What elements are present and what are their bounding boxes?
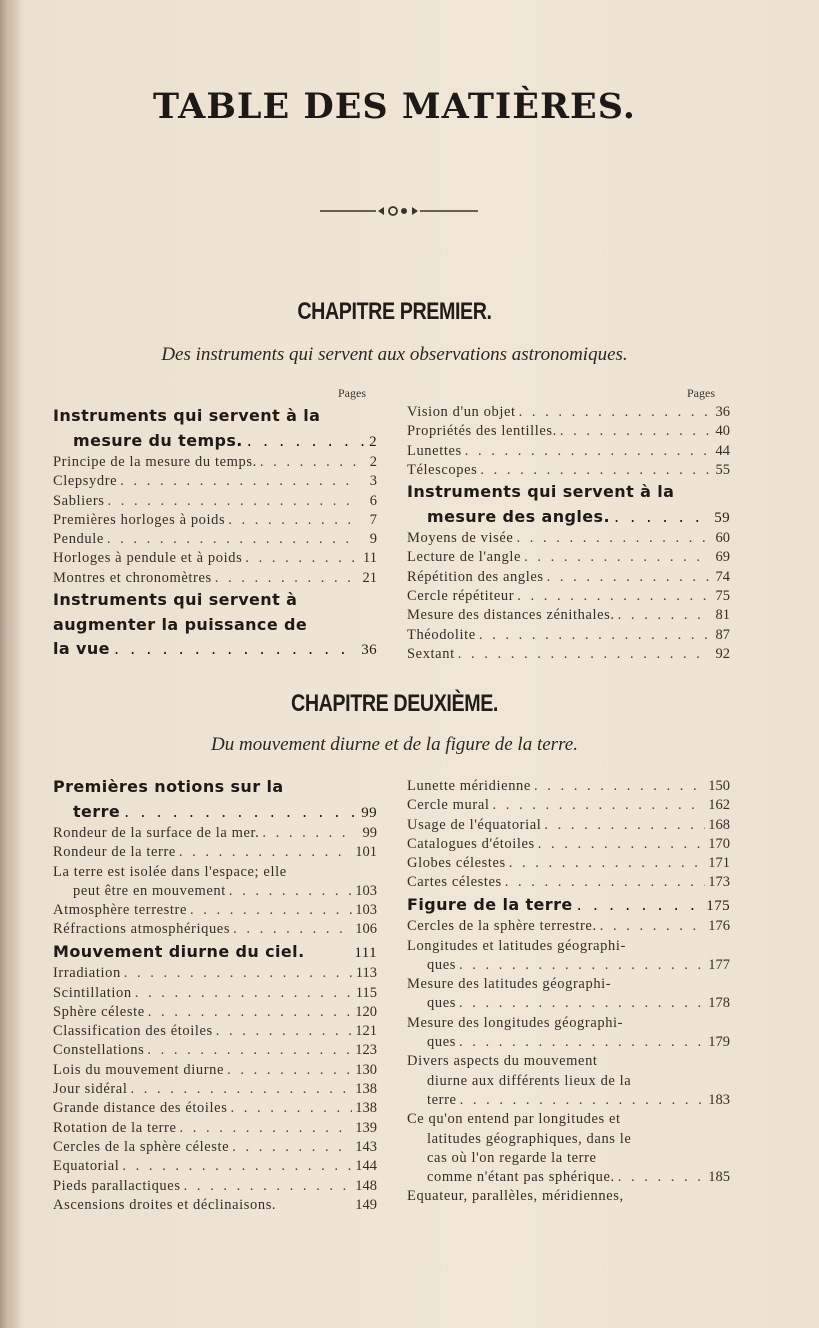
toc-entry-title: Jour sidéral xyxy=(53,1081,128,1098)
dot-leader xyxy=(190,901,352,920)
toc-entry-title: Irradiation xyxy=(53,965,121,982)
dot-leader xyxy=(517,587,709,606)
toc-entry xyxy=(407,529,730,548)
dot-leader xyxy=(509,854,705,873)
toc-entry-title: Instruments qui servent à xyxy=(53,590,298,610)
toc-section-heading xyxy=(53,637,377,662)
toc-entry-title: Sphère céleste xyxy=(53,1003,145,1020)
toc-entry-title: Montres et chronomètres xyxy=(53,569,212,586)
toc-page-number: 69 xyxy=(715,549,730,566)
toc-page-number: 150 xyxy=(708,778,730,794)
chapter-heading: CHAPITRE PREMIER. xyxy=(297,298,492,325)
toc-page-number: 103 xyxy=(355,902,377,919)
toc-entry xyxy=(53,1177,377,1196)
toc-section-heading xyxy=(407,505,730,530)
toc-page-number: 162 xyxy=(708,797,730,814)
toc-entry xyxy=(407,645,730,664)
toc-entry-title: Mesure des distances zénithales. xyxy=(407,607,615,624)
toc-entry xyxy=(407,568,730,587)
toc-entry-title: la vue xyxy=(53,639,110,659)
toc-entry-title: Instruments qui servent à la xyxy=(407,482,675,502)
toc-entry xyxy=(53,472,377,491)
toc-page-number: 173 xyxy=(708,874,730,891)
toc-page-number: 75 xyxy=(715,588,730,605)
toc-page-number: 2 xyxy=(369,454,377,470)
toc-entry-title: Pieds parallactiques xyxy=(53,1177,181,1194)
dot-leader xyxy=(184,1177,353,1196)
page-gutter xyxy=(0,0,22,1328)
dot-leader xyxy=(232,1138,352,1157)
toc-page-number: 36 xyxy=(715,404,730,420)
toc-entry-title: Vision d'un objet xyxy=(407,404,516,420)
toc-entry-title: Cercle répétiteur xyxy=(407,588,515,605)
toc-page-number: 74 xyxy=(715,568,730,585)
toc-entry xyxy=(53,511,377,530)
toc-entry xyxy=(53,1099,377,1118)
toc-entry-title: Mouvement diurne du ciel. xyxy=(53,941,305,961)
toc-page-number: 55 xyxy=(715,461,730,478)
dot-leader xyxy=(534,777,705,796)
toc-entry xyxy=(407,975,730,994)
toc-entry-title: Ce qu'on entend par longitudes et xyxy=(407,1111,621,1128)
toc-entry-title: Répétition des angles xyxy=(407,568,544,585)
toc-entry-title: Instruments qui servent à la xyxy=(53,406,321,425)
dot-leader xyxy=(524,548,709,567)
toc-entry xyxy=(407,1014,730,1033)
dot-leader xyxy=(459,956,705,975)
toc-entry-title: Premières notions sur la xyxy=(53,777,284,796)
toc-section-heading xyxy=(53,429,377,454)
toc-entry xyxy=(53,1022,377,1041)
toc-entry-title: Télescopes xyxy=(407,461,478,478)
chapter-subtitle: Du mouvement diurne et de la figure de la terre. xyxy=(211,734,578,755)
toc-entry-title: terre xyxy=(427,1091,457,1108)
toc-section-heading xyxy=(53,775,377,800)
dot-leader xyxy=(180,1119,353,1138)
toc-entry-title: Equatorial xyxy=(53,1158,120,1175)
toc-entry-title: Théodolite xyxy=(407,626,476,643)
dot-leader xyxy=(245,549,356,568)
dot-leader xyxy=(577,893,703,918)
dot-leader xyxy=(124,800,357,825)
toc-entry xyxy=(53,984,377,1003)
toc-entry xyxy=(407,548,730,567)
dot-leader xyxy=(547,568,709,587)
toc-entry xyxy=(407,956,730,975)
dot-leader xyxy=(122,1157,352,1176)
toc-column-right xyxy=(407,777,730,1207)
toc-entry-title: Pendule xyxy=(53,531,104,548)
toc-entry xyxy=(407,1168,730,1187)
toc-page-number: 148 xyxy=(355,1177,377,1194)
toc-entry xyxy=(53,1119,377,1138)
dot-leader xyxy=(229,882,352,901)
toc-page-number: 130 xyxy=(355,1061,377,1078)
toc-page-number: 40 xyxy=(715,423,730,440)
divider-ornament-icon xyxy=(320,204,478,218)
toc-entry xyxy=(407,1149,730,1168)
toc-page-number: 99 xyxy=(362,825,377,841)
toc-entry xyxy=(407,816,730,835)
toc-entry xyxy=(53,1061,377,1080)
toc-entry-title: Sabliers xyxy=(53,492,105,509)
toc-entry xyxy=(407,461,730,480)
toc-page-number: 183 xyxy=(708,1091,730,1108)
toc-entry-title: peut être en mouvement xyxy=(73,882,226,899)
toc-page-number: 7 xyxy=(369,511,377,528)
toc-entry-title: Globes célestes xyxy=(407,855,506,872)
toc-page-number: 36 xyxy=(361,642,377,659)
dot-leader xyxy=(480,461,709,480)
toc-column-left xyxy=(53,404,377,662)
dot-leader xyxy=(460,1091,706,1110)
dot-leader xyxy=(614,505,710,530)
toc-entry xyxy=(407,777,730,796)
toc-page-number: 123 xyxy=(355,1042,377,1059)
toc-entry xyxy=(407,587,730,606)
toc-section-heading xyxy=(407,893,730,918)
toc-entry-title: Constellations xyxy=(53,1042,145,1059)
toc-column-left xyxy=(53,775,377,1215)
toc-entry xyxy=(53,964,377,983)
toc-section-heading xyxy=(53,588,377,613)
toc-entry-title: Propriétés des lentilles. xyxy=(407,423,557,440)
toc-entry xyxy=(53,882,377,901)
toc-entry-title: augmenter la puissance de xyxy=(53,614,308,634)
toc-page-number: 2 xyxy=(369,433,377,450)
toc-page-number: 179 xyxy=(708,1034,730,1051)
toc-page-number: 60 xyxy=(715,530,730,547)
toc-section-heading xyxy=(53,800,377,825)
toc-entry-title: Rondeur de la surface de la mer. xyxy=(53,825,260,841)
toc-entry-title: Catalogues d'étoiles xyxy=(407,835,535,852)
toc-entry-title: diurne aux différents lieux de la xyxy=(427,1072,632,1089)
toc-column-right xyxy=(407,403,730,664)
toc-page-number: 6 xyxy=(369,492,377,509)
toc-page-number: 21 xyxy=(362,569,377,586)
toc-entry xyxy=(53,901,377,920)
toc-entry xyxy=(407,606,730,625)
dot-leader xyxy=(260,453,356,472)
toc-entry xyxy=(407,1052,730,1071)
toc-entry-title: La terre est isolée dans l'espace; elle xyxy=(53,863,287,880)
dot-leader xyxy=(228,511,356,530)
dot-leader xyxy=(233,920,352,939)
dot-leader xyxy=(215,569,356,588)
toc-page-number: 176 xyxy=(708,918,730,935)
toc-entry-title: Divers aspects du mouvement xyxy=(407,1053,598,1070)
toc-page-number: 138 xyxy=(355,1100,377,1117)
toc-section-heading xyxy=(407,480,730,505)
toc-section-heading xyxy=(53,940,377,965)
toc-page-number: 178 xyxy=(708,995,730,1012)
toc-page-number: 170 xyxy=(708,835,730,852)
toc-entry xyxy=(53,843,377,862)
toc-entry xyxy=(53,453,377,472)
toc-entry xyxy=(53,549,377,568)
toc-entry-title: ques xyxy=(427,995,456,1012)
toc-page-number: 3 xyxy=(369,473,377,490)
toc-page-number: 139 xyxy=(355,1119,377,1136)
toc-entry-title: Cercles de la sphère céleste xyxy=(53,1138,230,1155)
toc-entry xyxy=(407,1072,730,1091)
toc-entry xyxy=(407,1110,730,1129)
toc-entry-title: Rondeur de la terre xyxy=(53,844,176,861)
toc-entry-title: Usage de l'équatorial xyxy=(407,816,542,833)
dot-leader xyxy=(560,422,709,441)
toc-entry xyxy=(53,569,377,588)
toc-entry xyxy=(53,1003,377,1022)
toc-entry-title: ques xyxy=(427,956,456,973)
toc-entry xyxy=(53,1196,377,1215)
chapter-heading: CHAPITRE DEUXIÈME. xyxy=(291,690,498,717)
toc-page-number: 11 xyxy=(363,550,377,567)
toc-entry xyxy=(407,1033,730,1052)
dot-leader xyxy=(459,994,705,1013)
toc-entry-title: mesure des angles. xyxy=(427,506,610,526)
toc-page-number: 111 xyxy=(354,944,377,961)
toc-entry xyxy=(53,492,377,511)
toc-entry-title: Lunette méridienne xyxy=(407,778,531,794)
dot-leader xyxy=(544,816,705,835)
toc-entry-title: Cercle mural xyxy=(407,797,490,814)
dot-leader xyxy=(247,429,365,454)
toc-entry-title: Clepsydre xyxy=(53,473,118,490)
toc-page-number: 103 xyxy=(355,882,377,899)
toc-entry-title: cas où l'on regarde la terre xyxy=(427,1149,597,1166)
toc-entry-title: Figure de la terre xyxy=(407,894,573,914)
toc-entry xyxy=(407,1130,730,1149)
pages-label: Pages xyxy=(338,386,366,400)
toc-page-number: 144 xyxy=(355,1158,377,1175)
toc-page-number: 113 xyxy=(355,965,377,982)
dot-leader xyxy=(600,917,706,936)
toc-entry xyxy=(53,1080,377,1099)
toc-entry xyxy=(407,626,730,645)
dot-leader xyxy=(179,843,352,862)
pages-label: Pages xyxy=(687,386,715,400)
toc-entry xyxy=(407,1187,730,1206)
dot-leader xyxy=(516,529,709,548)
toc-entry-title: Moyens de visée xyxy=(407,530,514,547)
toc-entry xyxy=(53,530,377,549)
toc-entry-title: Rotation de la terre xyxy=(53,1119,177,1136)
toc-entry xyxy=(407,442,730,461)
dot-leader xyxy=(135,984,353,1003)
dot-leader xyxy=(618,606,709,625)
toc-entry-title: Réfractions atmosphériques xyxy=(53,921,231,938)
toc-entry xyxy=(53,920,377,939)
dot-leader xyxy=(479,626,709,645)
toc-entry xyxy=(407,1091,730,1110)
dot-leader xyxy=(107,530,356,549)
toc-entry xyxy=(53,824,377,843)
toc-entry-title: Classification des étoiles xyxy=(53,1023,213,1040)
page-title: TABLE DES MATIÈRES. xyxy=(153,86,636,127)
toc-entry xyxy=(407,796,730,815)
toc-entry-title: Cercles de la sphère terrestre. xyxy=(407,918,597,935)
toc-page-number: 44 xyxy=(715,442,730,459)
dot-leader xyxy=(538,835,705,854)
toc-entry xyxy=(53,1157,377,1176)
toc-page-number: 106 xyxy=(355,921,377,938)
toc-section-heading xyxy=(53,404,377,429)
dot-leader xyxy=(148,1003,353,1022)
dot-leader xyxy=(124,964,353,983)
toc-entry-title: Equateur, parallèles, méridiennes, xyxy=(407,1188,624,1205)
toc-entry xyxy=(53,1041,377,1060)
toc-entry-title: mesure du temps. xyxy=(73,430,243,450)
toc-entry-title: Atmosphère terrestre xyxy=(53,902,187,919)
dot-leader xyxy=(618,1168,706,1187)
dot-leader xyxy=(465,442,709,461)
toc-page-number: 175 xyxy=(706,897,730,914)
toc-page-number: 171 xyxy=(708,855,730,872)
toc-entry xyxy=(407,403,730,422)
dot-leader xyxy=(458,645,709,664)
toc-entry-title: Longitudes et latitudes géographi- xyxy=(407,937,626,954)
toc-entry xyxy=(407,917,730,936)
toc-page-number: 143 xyxy=(355,1138,377,1155)
toc-entry-title: Premières horloges à poids xyxy=(53,511,226,528)
toc-entry xyxy=(407,873,730,892)
toc-entry-title: Mesure des longitudes géographi- xyxy=(407,1014,624,1031)
toc-entry xyxy=(407,422,730,441)
toc-entry xyxy=(407,937,730,956)
dot-leader xyxy=(519,403,709,422)
toc-entry-title: Scintillation xyxy=(53,984,132,1001)
toc-entry-title: Grande distance des étoiles xyxy=(53,1100,228,1117)
toc-page-number: 138 xyxy=(355,1081,377,1098)
toc-section-heading xyxy=(53,613,377,638)
toc-page-number: 120 xyxy=(355,1003,377,1020)
toc-entry-title: Lecture de l'angle xyxy=(407,549,522,566)
toc-entry-title: comme n'étant pas sphérique. xyxy=(427,1169,615,1186)
toc-entry-title: Sextant xyxy=(407,645,455,662)
chapter-subtitle: Des instruments qui servent aux observations astronomiques. xyxy=(161,344,628,365)
dot-leader xyxy=(230,1099,352,1118)
toc-entry-title: latitudes géographiques, dans le xyxy=(427,1130,632,1147)
toc-page-number: 121 xyxy=(355,1023,377,1040)
dot-leader xyxy=(459,1033,705,1052)
toc-page-number: 177 xyxy=(708,956,730,973)
toc-page-number: 168 xyxy=(708,816,730,833)
dot-leader xyxy=(147,1041,352,1060)
dot-leader xyxy=(492,796,705,815)
toc-page-number: 101 xyxy=(355,844,377,861)
toc-entry-title: Lois du mouvement diurne xyxy=(53,1061,225,1078)
toc-entry xyxy=(407,854,730,873)
dot-leader xyxy=(216,1022,352,1041)
toc-entry-title: Principe de la mesure du temps. xyxy=(53,454,257,470)
dot-leader xyxy=(505,873,705,892)
toc-entry-title: Lunettes xyxy=(407,442,462,459)
dot-leader xyxy=(114,637,357,662)
toc-page-number: 185 xyxy=(708,1169,730,1186)
dot-leader xyxy=(108,492,356,511)
toc-entry xyxy=(407,835,730,854)
dot-leader xyxy=(227,1061,352,1080)
toc-entry-title: Mesure des latitudes géographi- xyxy=(407,976,612,993)
dot-leader xyxy=(262,824,356,843)
toc-entry-title: Ascensions droites et déclinaisons. xyxy=(53,1196,277,1213)
toc-page-number: 87 xyxy=(715,626,730,643)
toc-page-number: 99 xyxy=(361,804,377,821)
toc-page-number: 92 xyxy=(715,645,730,662)
toc-entry xyxy=(53,863,377,882)
toc-entry xyxy=(407,994,730,1013)
dot-leader xyxy=(130,1080,352,1099)
toc-page-number: 115 xyxy=(355,984,377,1001)
toc-page-number: 59 xyxy=(714,509,730,526)
toc-page-number: 9 xyxy=(369,531,377,548)
toc-entry-title: terre xyxy=(73,801,121,821)
toc-entry-title: Cartes célestes xyxy=(407,874,502,891)
dot-leader xyxy=(120,472,356,491)
toc-entry-title: ques xyxy=(427,1034,456,1051)
toc-page-number: 149 xyxy=(355,1196,377,1213)
toc-entry-title: Horloges à pendule et à poids xyxy=(53,550,243,567)
toc-page-number: 81 xyxy=(715,607,730,624)
toc-entry xyxy=(53,1138,377,1157)
